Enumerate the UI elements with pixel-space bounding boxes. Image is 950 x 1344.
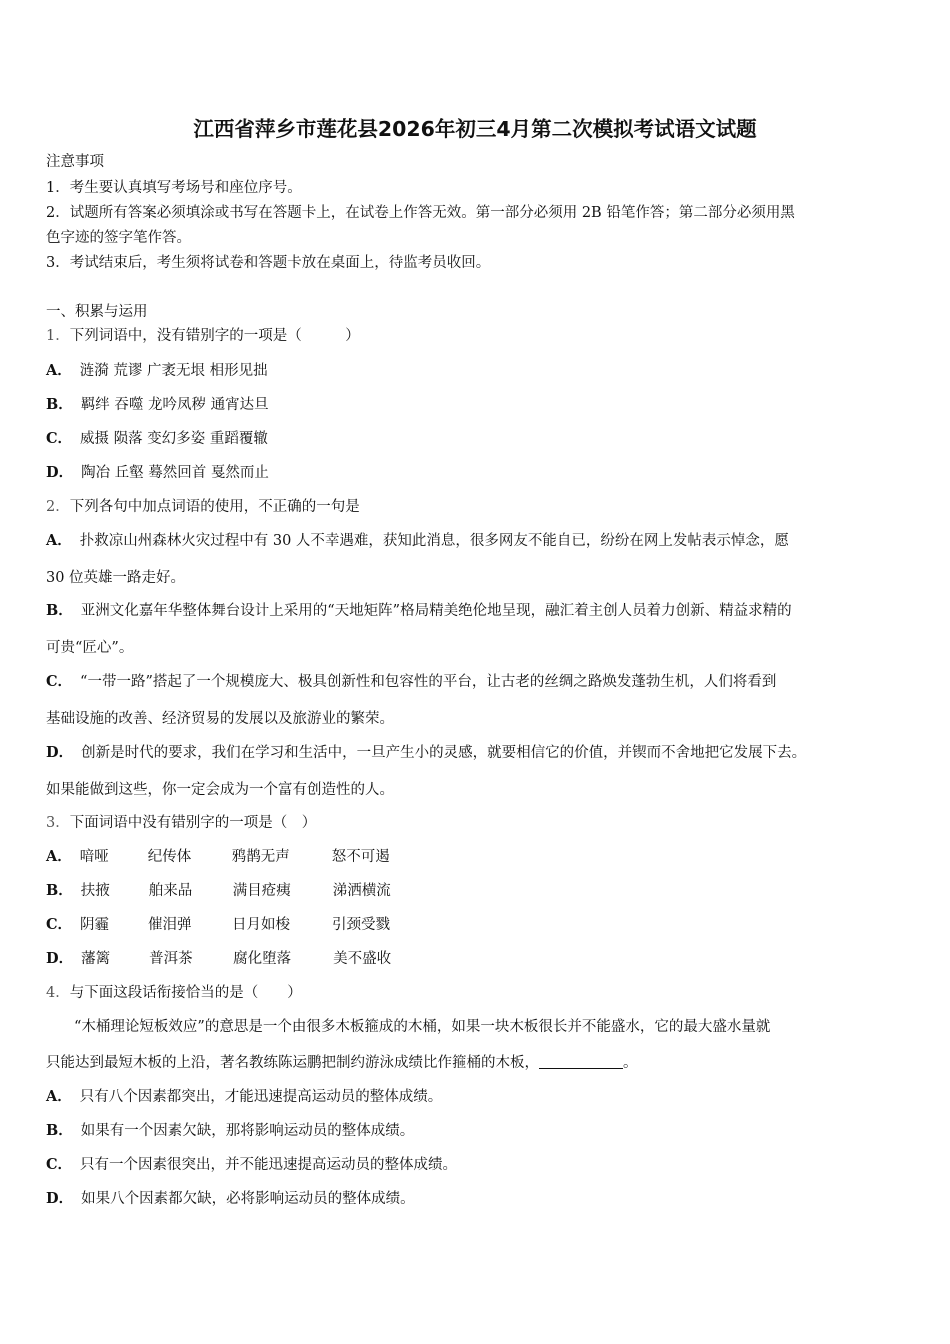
passage-line <box>46 1053 638 1073</box>
option-letter: A． <box>46 848 72 865</box>
option-word: 鸦鹊无声 <box>231 849 290 865</box>
option-letter: D． <box>46 1190 74 1207</box>
option-text: 只有一个因素很突出，并不能迅速提高运动员的整体成绩。 <box>80 1157 458 1173</box>
option-letter: A． <box>46 1088 72 1105</box>
question-1-option-b <box>46 395 269 415</box>
option-letter: D． <box>46 464 74 481</box>
question-4-option-a <box>46 1087 442 1107</box>
question-4-option-c <box>46 1155 457 1175</box>
option-continuation: 30 位英雄一路走好。 <box>46 570 186 586</box>
option-word: 催泪弹 <box>148 917 192 933</box>
option-text: 只有八个因素都突出，才能迅速提高运动员的整体成绩。 <box>79 1089 443 1105</box>
question-2-option-d <box>46 743 806 763</box>
option-word: 扶掖 <box>80 883 110 899</box>
notice-item: 2．试题所有答案必须填涂或书写在答题卡上，在试卷上作答无效。第一部分必须用 2B 铅笔作答；第二部分必须用黑 <box>46 205 795 221</box>
question-text: 与下面这段话衔接恰当的是（ ） <box>69 985 302 1001</box>
question-1-option-c <box>46 429 268 449</box>
notice-item: 3．考试结束后，考生须将试卷和答题卡放在桌面上，待监考员收回。 <box>46 255 491 271</box>
question-4-option-b <box>46 1121 414 1141</box>
question-number: 1． <box>46 328 70 344</box>
option-text: 如果有一个因素欠缺，那将影响运动员的整体成绩。 <box>80 1123 415 1139</box>
question-2-option-c <box>46 672 776 692</box>
question-4-stem <box>46 983 302 1003</box>
passage-line: “木桶理论短板效应”的意思是一个由很多木板箍成的木桶，如果一块木板很长并不能盛水，它的最大盛水量就 <box>74 1019 771 1035</box>
question-2-option-a <box>46 531 789 551</box>
section-heading: 一、积累与运用 <box>46 304 148 320</box>
option-word: 腐化堕落 <box>233 951 292 967</box>
passage-text: 只能达到最短木板的上沿，著名教练陈运鹏把制约游泳成绩比作箍桶的木板， <box>46 1055 539 1071</box>
option-word: 满目疮痍 <box>232 883 291 899</box>
question-number: 2． <box>46 499 70 515</box>
question-1-stem <box>46 326 360 346</box>
option-text: 涟漪 荒谬 广袤无垠 相形见拙 <box>79 363 268 379</box>
option-letter: D． <box>46 744 74 761</box>
option-letter: B． <box>46 602 73 619</box>
option-letter: B． <box>46 882 73 899</box>
option-letter: C． <box>46 430 73 447</box>
question-number: 4． <box>46 985 70 1001</box>
page-title: 江西省萍乡市莲花县2026年初三4月第二次模拟考试语文试题 <box>193 117 757 141</box>
option-word: 舶来品 <box>148 883 193 899</box>
option-continuation: 如果能做到这些，你一定会成为一个富有创造性的人。 <box>46 782 394 798</box>
notice-item: 1．考生要认真填写考场号和座位序号。 <box>46 180 302 196</box>
answer-blank <box>539 1054 623 1069</box>
option-word: 阴霾 <box>80 917 110 933</box>
option-word: 日月如梭 <box>232 917 291 933</box>
question-text: 下列词语中，没有错别字的一项是（ ） <box>69 328 360 344</box>
question-number: 3． <box>46 815 70 831</box>
option-text: 威摄 陨落 变幻多姿 重蹈覆辙 <box>80 431 268 447</box>
passage-end: 。 <box>623 1055 638 1071</box>
option-letter: A． <box>46 532 72 549</box>
question-1-option-d <box>46 463 269 483</box>
question-2-option-b <box>46 601 792 621</box>
option-letter: C． <box>46 1156 73 1173</box>
notice-heading: 注意事项 <box>46 154 104 170</box>
option-word: 美不盛收 <box>333 951 392 967</box>
question-2-stem <box>46 497 360 517</box>
option-word: 引颈受戮 <box>332 917 391 933</box>
question-text: 下列各句中加点词语的使用，不正确的一句是 <box>69 499 360 515</box>
option-letter: C． <box>46 673 73 690</box>
option-word: 普洱茶 <box>149 951 193 967</box>
option-word: 怒不可遏 <box>331 849 390 865</box>
option-word: 喑哑 <box>79 849 109 865</box>
option-letter: A． <box>46 362 72 379</box>
question-3-option-c <box>46 915 390 935</box>
option-text: 扑救凉山州森林火灾过程中有 30 人不幸遇难，获知此消息，很多网友不能自已，纷纷在网上发帖表示悼念，愿 <box>79 533 789 549</box>
question-3-option-a <box>46 847 390 867</box>
question-3-option-b <box>46 881 391 901</box>
option-continuation: 基础设施的改善、经济贸易的发展以及旅游业的繁荣。 <box>46 711 394 727</box>
option-word: 藩篱 <box>81 951 111 967</box>
question-3-stem <box>46 813 316 833</box>
question-3-option-d <box>46 949 391 969</box>
option-continuation: 可贵“匠心”。 <box>46 640 134 656</box>
option-text: 亚洲文化嘉年华整体舞台设计上采用的“天地矩阵”格局精美绝伦地呈现，融汇着主创人员着力创新、精益求精的 <box>80 603 792 619</box>
notice-item: 色字迹的签字笔作答。 <box>46 230 191 246</box>
option-word: 纪传体 <box>147 849 192 865</box>
option-text: 陶冶 丘壑 蓦然回首 戛然而止 <box>81 465 269 481</box>
question-text: 下面词语中没有错别字的一项是（ ） <box>69 815 317 831</box>
option-letter: C． <box>46 916 73 933</box>
option-text: 创新是时代的要求，我们在学习和生活中，一旦产生小的灵感，就要相信它的价值，并锲而不舍地把它发展下去。 <box>81 745 807 761</box>
option-text: 如果八个因素都欠缺，必将影响运动员的整体成绩。 <box>81 1191 415 1207</box>
option-letter: D． <box>46 950 74 967</box>
option-letter: B． <box>46 1122 73 1139</box>
option-word: 涕洒横流 <box>332 883 391 899</box>
option-text: 羁绊 吞噬 龙吟凤秽 通宵达旦 <box>80 397 269 413</box>
question-4-option-d <box>46 1189 415 1209</box>
option-text: “一带一路”搭起了一个规模庞大、极具创新性和包容性的平台，让古老的丝绸之路焕发蓬勃生机，人们将看到 <box>80 674 777 690</box>
option-letter: B． <box>46 396 73 413</box>
question-1-option-a <box>46 361 268 381</box>
